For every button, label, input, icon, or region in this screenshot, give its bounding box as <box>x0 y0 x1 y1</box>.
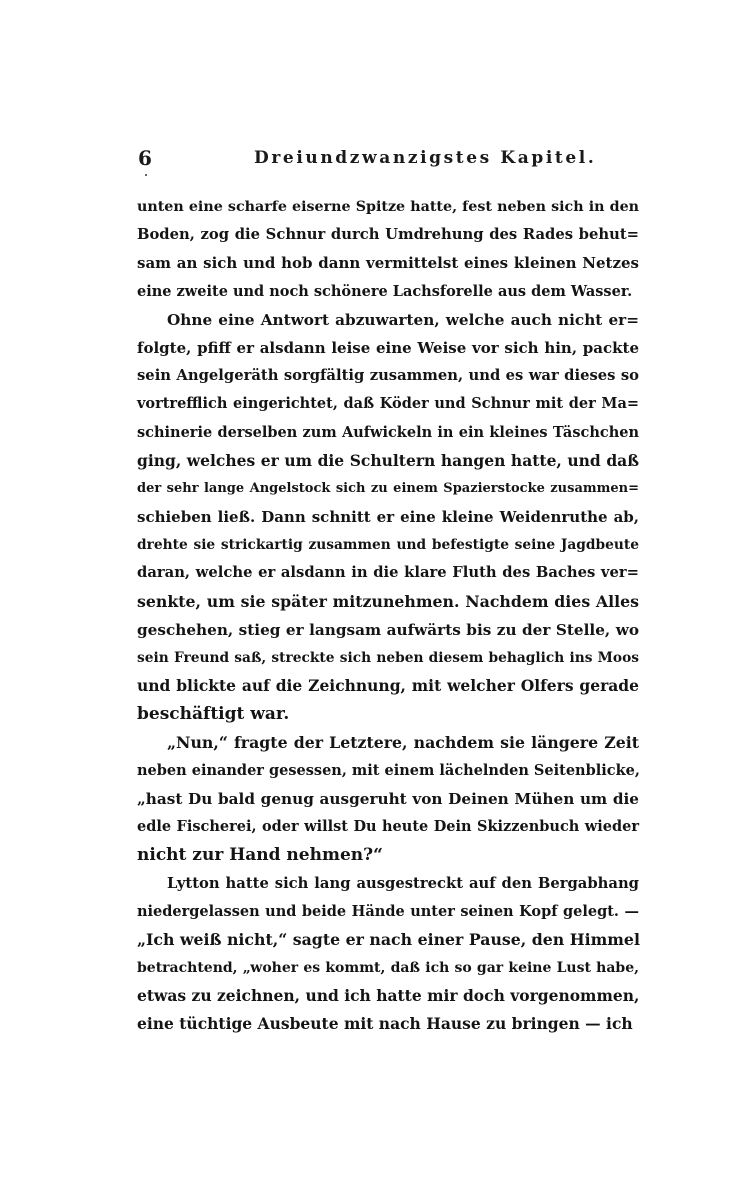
text-line: niedergelassen und beide Hände unter seinen Kopf gelegt. — <box>137 902 639 920</box>
page-header <box>138 146 638 172</box>
text-line: daran, welche er alsdann in die klare Fluth des Baches ver= <box>137 564 639 582</box>
text-line: drehte sie strickartig zusammen und befestigte seine Jagdbeute <box>137 537 639 554</box>
text-line: beschäftigt war. <box>137 704 290 725</box>
text-line: der sehr lange Angelstock sich zu einem Spazierstocke zusammen= <box>137 480 639 496</box>
running-title: Dreiundzwanzigstes Kapitel. <box>254 148 597 168</box>
text-line: Lytton hatte sich lang ausgestreckt auf den Bergabhang <box>167 874 639 892</box>
text-line: „Ich weiß nicht,“ sagte er nach einer Pause, den Himmel <box>137 929 640 949</box>
text-line: ging, welches er um die Schultern hangen hatte, und daß <box>137 450 639 470</box>
body-text <box>137 193 639 1039</box>
text-line: senkte, um sie später mitzunehmen. Nachdem dies Alles <box>137 591 639 611</box>
text-line: neben einander gesessen, mit einem lächelnden Seitenblicke, <box>137 761 640 779</box>
text-line: nicht zur Hand nehmen?“ <box>137 845 383 866</box>
text-line: „hast Du bald genug ausgeruht von Deinen Mühen um die <box>137 789 639 808</box>
text-line: eine tüchtige Ausbeute mit nach Hause zu bringen — ich <box>137 1014 633 1034</box>
text-line: edle Fischerei, oder willst Du heute Dein Skizzenbuch wieder <box>137 818 639 836</box>
text-line: folgte, pfiff er alsdann leise eine Weise vor sich hin, packte <box>137 338 639 357</box>
text-line: sam an sich und hob dann vermittelst eines kleinen Netzes <box>137 254 639 273</box>
text-line: vortrefflich eingerichtet, daß Köder und Schnur mit der Ma= <box>137 395 639 413</box>
text-line: etwas zu zeichnen, und ich hatte mir doch vorgenommen, <box>137 986 640 1006</box>
text-line: eine zweite und noch schönere Lachsforelle aus dem Wasser. <box>137 282 633 300</box>
text-line: „Nun,“ fragte der Letztere, nachdem sie längere Zeit <box>167 732 639 752</box>
text-line: Ohne eine Antwort abzuwarten, welche auch nicht er= <box>167 310 639 329</box>
ink-speck <box>145 174 147 176</box>
text-line: geschehen, stieg er langsam aufwärts bis zu der Stelle, wo <box>137 620 639 639</box>
text-line: schieben ließ. Dann schnitt er eine kleine Weidenruthe ab, <box>137 508 639 527</box>
text-line: Boden, zog die Schnur durch Umdrehung des Rades behut= <box>137 226 639 244</box>
text-line: unten eine scharfe eiserne Spitze hatte, fest neben sich in den <box>137 199 639 215</box>
text-line: schinerie derselben zum Aufwickeln in ein kleines Täschchen <box>137 423 639 441</box>
page-number: 6 <box>138 146 152 170</box>
text-line: sein Angelgeräth sorgfältig zusammen, und es war dieses so <box>137 367 639 385</box>
text-line: und blickte auf die Zeichnung, mit welcher Olfers gerade <box>137 676 639 696</box>
text-line: sein Freund saß, streckte sich neben diesem behaglich ins Moos <box>137 650 639 666</box>
text-line: betrachtend, „woher es kommt, daß ich so gar keine Lust habe, <box>137 960 639 977</box>
